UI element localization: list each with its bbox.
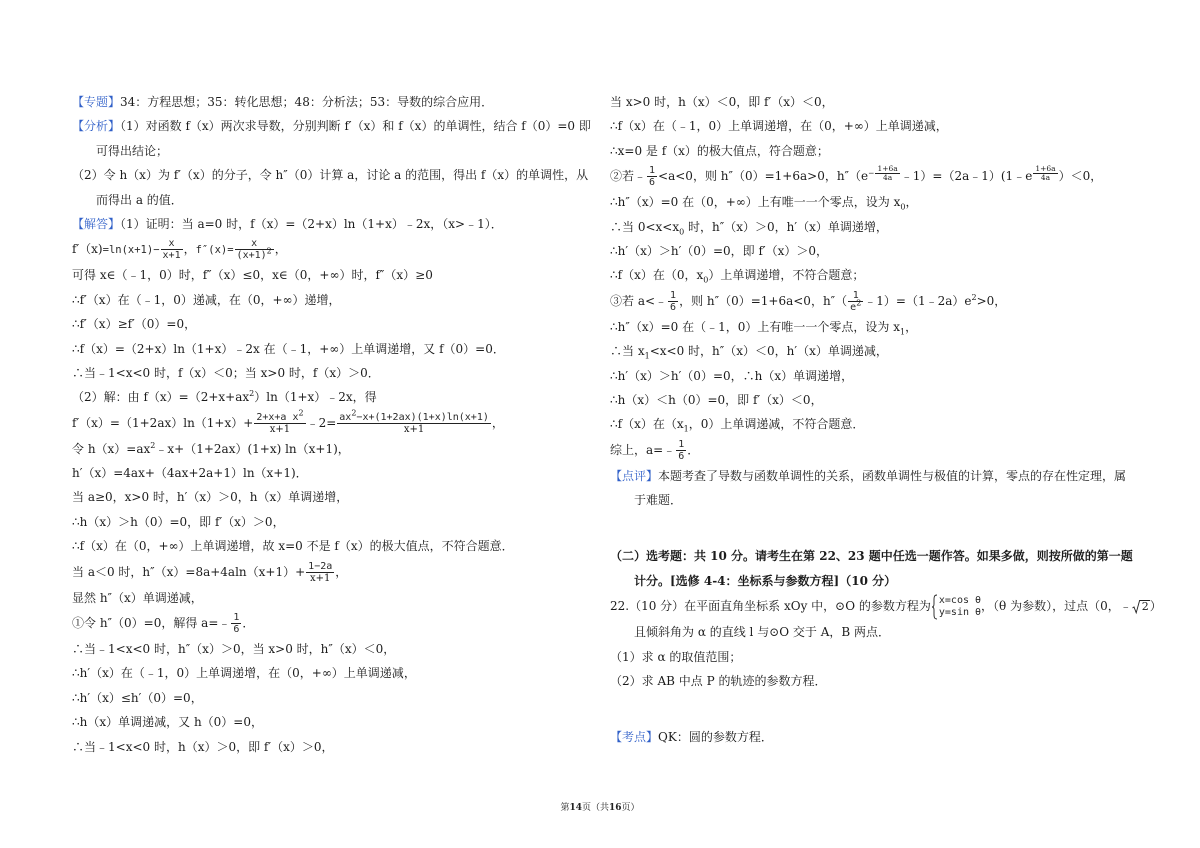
text-run: >0，	[976, 293, 1007, 308]
text-run: ∴当﹣1<x<0 时，f（x）＜0；当 x>0 时，f（x）＞0．	[72, 365, 380, 380]
cases-system	[931, 594, 981, 620]
text-run: ，	[491, 415, 504, 430]
text-run: f′（x)	[72, 242, 103, 257]
text-run: 可得 x∈（﹣1，0）时，f″（x）≤0，x∈（0，+∞）时，f″（x）≥0	[72, 268, 433, 283]
page-footer	[0, 800, 1200, 816]
text-run: ，（θ 为参数），过点（0，﹣	[981, 599, 1132, 614]
text-run: ∴h（x）＜h（0）=0，即 f′（x）＜0，	[610, 392, 823, 407]
math-run: (x+1)	[236, 250, 267, 262]
fraction-numerator	[161, 238, 183, 250]
text-line	[610, 190, 1145, 214]
cases-row: y=sin θ	[938, 606, 982, 618]
text-run: ，则 h″（0）=1+6a<0，h″（	[679, 293, 848, 308]
text-run: 令 h（x）=ax	[72, 441, 151, 456]
text-line	[610, 364, 1145, 388]
math-run: −x+(1+2ax)(1+x)ln(x+1)	[356, 411, 489, 423]
fraction-denominator	[875, 174, 899, 182]
right-column	[610, 90, 1162, 750]
fraction-denominator	[668, 302, 678, 313]
text-run: 4a	[882, 172, 893, 182]
text-run: ∴f（x）在（x	[610, 417, 684, 432]
text-run: （2）求 AB 中点 P 的轨迹的参数方程．	[610, 674, 827, 689]
text-line	[610, 488, 1145, 512]
blank-line	[610, 693, 1145, 725]
text-run: ③若 a<﹣	[610, 293, 668, 308]
fraction-denominator	[306, 573, 334, 584]
math-run: =ln(x+1)−	[102, 244, 160, 257]
text-run: ∴h（x）单调递减，又 h（0）=0，	[72, 715, 263, 730]
fraction-numerator	[668, 290, 678, 302]
text-run: ∴h″（x）=0 在（0，+∞）上有唯一一个零点，设为 x	[610, 195, 901, 210]
text-run: ）＜0，	[1058, 169, 1103, 184]
section-label: 【考点】	[610, 730, 659, 745]
math-run: 6	[233, 624, 240, 636]
fraction	[235, 238, 274, 261]
text-run: ，	[335, 564, 348, 579]
text-line	[72, 485, 607, 509]
text-line	[72, 735, 607, 759]
text-line	[610, 412, 1145, 436]
text-run: ）ln（1+x）﹣2x，得	[254, 390, 377, 405]
bold-run: （二）选考题：共 10 分。请考生在第 22、23 题中任选一题作答。如果多做，则按所做的第一题	[610, 549, 1133, 564]
math-run: 1	[649, 165, 656, 177]
text-run: ∴f′（x）≥f′（0）=0，	[72, 317, 197, 332]
text-run: ∴f（x）在（﹣1，0）上单调递增，在（0，+∞）上单调递减，	[610, 119, 948, 134]
text-line	[72, 586, 607, 610]
fraction	[337, 408, 491, 435]
math-run: 6	[678, 450, 685, 462]
superscript: 2	[150, 440, 156, 450]
text-line	[72, 559, 607, 586]
superscript: 2	[971, 292, 977, 302]
fraction	[1033, 165, 1057, 182]
text-run: ，	[183, 242, 196, 257]
text-line	[72, 510, 607, 534]
text-line	[610, 725, 1145, 749]
text-run: ∴h″（x）=0 在（﹣1，0）上有唯一一个零点，设为 x	[610, 319, 900, 334]
superscript-expression	[1032, 165, 1058, 182]
math-run: 1	[852, 289, 859, 301]
radical-sign-icon	[1132, 600, 1141, 614]
text-run: 于难题．	[634, 493, 683, 508]
math-run: 1−2a	[308, 560, 333, 572]
text-run: ∴h′（x）在（﹣1，0）上单调递增，在（0，+∞）上单调递减，	[72, 666, 416, 681]
fraction-numerator	[231, 612, 241, 624]
text-run: 当 a＜0 时，h″（x）=8a+4aln（x+1）+	[72, 564, 306, 579]
text-run: −	[868, 168, 875, 178]
text-line	[72, 188, 607, 212]
math-run: 1	[233, 612, 240, 624]
math-run: x	[168, 238, 175, 250]
superscript: 2	[856, 298, 862, 308]
text-run: （2）令 h（x）为 f′（x）的分子，令 h″（0）计算 a，讨论 a 的范围，得出 f（x）的单调性，从	[72, 168, 589, 183]
superscript-expression	[868, 165, 901, 182]
text-run: ∴当 0<x<x	[610, 219, 680, 234]
cases-row: x=cos θ	[938, 594, 982, 606]
text-line	[610, 464, 1145, 488]
text-run: ）上单调递增，不符合题意；	[708, 268, 865, 283]
left-brace-icon	[931, 594, 938, 620]
math-run: ax	[339, 411, 352, 423]
text-run: 当 x>0 时，h（x）＜0，即 f′（x）＜0，	[610, 95, 834, 109]
text-line	[610, 339, 1145, 363]
fraction-denominator	[254, 424, 305, 435]
subscript: 0	[703, 275, 709, 285]
text-line	[72, 637, 607, 661]
text-run: 当 a≥0，x>0 时，h′（x）＞0，h（x）单调递增，	[72, 490, 349, 505]
text-line	[72, 236, 607, 263]
text-run: h′（x）=4ax+（4ax+2a+1）ln（x+1)．	[72, 466, 308, 481]
text-run: ∴当﹣1<x<0 时，h（x）＞0，即 f′（x）＞0，	[72, 739, 334, 754]
text-run: ，0）上单调递减，不符合题意．	[688, 417, 865, 432]
text-run: 第	[560, 803, 570, 813]
text-line	[610, 388, 1145, 412]
text-line	[72, 385, 607, 409]
text-run: 显然 h″（x）单调递减，	[72, 590, 203, 605]
text-run: ∴f（x）在（0，x	[610, 268, 704, 283]
text-line	[72, 534, 607, 558]
text-run: （1）证明：当 a=0 时，f（x）=（2+x）ln（1+x）﹣2x，（x>﹣1）．	[120, 216, 503, 231]
text-run: x+1	[310, 572, 331, 584]
text-line	[72, 686, 607, 710]
text-run: 1+6a	[1035, 163, 1056, 173]
text-run: 且倾斜角为 α 的直线 l 与⊙O 交于 A，B 两点．	[634, 625, 891, 640]
text-line	[610, 114, 1145, 138]
text-run: 4a	[1040, 172, 1051, 182]
fraction	[875, 165, 899, 182]
text-line	[72, 212, 607, 236]
text-line	[72, 163, 607, 187]
text-run: 34：方程思想；35：转化思想；48：分析法；53：导数的综合应用．	[120, 95, 494, 109]
fraction	[668, 290, 678, 313]
text-line	[610, 315, 1145, 339]
text-run: <a<0，则 h″（0）=1+6a>0，h″（e	[658, 169, 869, 184]
text-run: 页（共	[581, 803, 609, 813]
text-run: ∴f（x）=（2+x）ln（1+x）﹣2x 在（﹣1，+∞）上单调递增，又 f（0）=0．	[72, 341, 505, 356]
subscript: 1	[644, 351, 650, 361]
text-run: QK：圆的参数方程．	[658, 730, 773, 745]
fraction-numerator	[254, 408, 305, 424]
text-line	[72, 610, 607, 637]
fraction	[306, 561, 334, 584]
blank-line	[610, 512, 1145, 544]
text-run: ）	[1149, 599, 1162, 614]
text-run: 而得出 a 的值．	[96, 192, 183, 207]
text-run: 本题考查了导数与函数单调性的关系，函数单调性与极值的计算，零点的存在性定理，属	[658, 468, 1127, 483]
cases-rows	[939, 595, 981, 619]
text-run: x+1	[403, 423, 425, 435]
text-line	[610, 593, 1162, 620]
section-label: 【点评】	[610, 468, 659, 483]
text-run: ﹣x+（1+2ax）(1+x) ln（x+1)，	[155, 441, 350, 456]
text-run: x+1	[269, 423, 291, 435]
fraction-denominator	[848, 298, 863, 313]
bold-run: 14	[569, 803, 582, 813]
fraction-denominator	[337, 424, 491, 435]
superscript: 2	[249, 389, 255, 399]
superscript: 2	[266, 247, 272, 257]
text-run: <x<0 时，h″（x）＜0，h′（x）单调递减，	[649, 344, 888, 359]
text-run: ，	[905, 195, 918, 210]
text-line	[72, 410, 607, 437]
text-run: ∴f′（x）在（﹣1，0）递减，在（0，+∞）递增，	[72, 292, 341, 307]
text-run: ﹣2=	[306, 415, 337, 430]
superscript: 2	[351, 408, 357, 418]
text-line	[610, 139, 1145, 163]
text-line	[610, 569, 1145, 593]
subscript: 1	[899, 327, 906, 337]
fraction-denominator	[235, 247, 274, 262]
fraction	[161, 238, 183, 261]
text-run: ∴当﹣1<x<0 时，h″（x）＞0，当 x>0 时，h″（x）＜0，	[72, 642, 396, 657]
superscript: 2	[298, 408, 304, 418]
square-root	[1132, 600, 1150, 614]
fraction-numerator	[647, 165, 657, 177]
text-run: ，	[274, 242, 287, 257]
subscript: 0	[679, 226, 685, 236]
text-line	[610, 437, 1145, 464]
math-run: 2+x+a x	[256, 411, 299, 423]
section-label: 【解答】	[72, 216, 121, 231]
fraction-denominator	[1033, 174, 1057, 182]
text-run: ．	[687, 442, 700, 457]
fraction-denominator	[161, 250, 183, 261]
text-run: （1）对函数 f（x）两次求导数，分别判断 f′（x）和 f（x）的单调性，结合 f（0）=0 即	[120, 119, 591, 134]
text-line	[610, 215, 1145, 239]
text-run: ∴h（x）＞h（0）=0，即 f′（x）＞0，	[72, 514, 285, 529]
fraction-denominator	[676, 451, 686, 462]
text-run: 可得出结论；	[96, 143, 169, 158]
text-line	[610, 645, 1145, 669]
text-run: 22.（10 分）在平面直角坐标系 xOy 中，⊙O 的参数方程为	[610, 599, 931, 614]
radicand: 2	[1141, 599, 1149, 613]
fraction-numerator	[337, 408, 491, 424]
section-label: 【分析】	[72, 119, 121, 134]
math-run: x	[251, 238, 258, 250]
text-run: ，	[905, 319, 918, 334]
math-run: x+1	[162, 250, 181, 262]
text-run: （1）求 α 的取值范围；	[610, 649, 742, 664]
math-run: 1	[678, 438, 685, 450]
fraction-numerator	[676, 439, 686, 451]
text-run: 综上，a=﹣	[610, 442, 676, 457]
fraction	[848, 290, 863, 313]
text-run: ∴h′（x）＞h′（0）=0，∴h（x）单调递增，	[610, 368, 854, 383]
math-run: 6	[649, 177, 656, 189]
fraction	[647, 165, 657, 188]
text-line	[72, 661, 607, 685]
fraction-denominator	[231, 624, 241, 635]
text-run: （2）解：由 f（x）=（2+x+ax	[72, 390, 250, 405]
text-line	[72, 139, 607, 163]
text-line	[610, 288, 1145, 315]
text-run: ﹣1）=（2a﹣1）(1﹣e	[900, 169, 1033, 184]
text-line	[72, 263, 607, 287]
section-label: 【专题】	[72, 95, 121, 109]
text-line	[72, 461, 607, 485]
text-run: ∴当 x	[610, 344, 645, 359]
bold-run: 计分。[选修 4-4：坐标系与参数方程]（10 分）	[634, 573, 897, 588]
text-line	[610, 544, 1145, 568]
text-run: ﹣1）=（1﹣2a）e	[864, 293, 972, 308]
text-run: ∴h′（x）＞h′（0）=0，即 f′（x）＞0，	[610, 243, 829, 258]
text-line	[72, 114, 607, 138]
text-run: ∴f（x）在（0，+∞）上单调递增，故 x=0 不是 f（x）的极大值点，不符合题意．	[72, 539, 514, 554]
text-run: 页）	[621, 803, 640, 813]
text-line	[610, 620, 1145, 644]
text-line	[610, 263, 1145, 287]
text-line	[610, 239, 1145, 263]
text-run: ∴x=0 是 f（x）的极大值点，符合题意；	[610, 143, 829, 158]
math-run: 6	[670, 301, 677, 313]
text-line	[72, 437, 607, 461]
fraction	[231, 612, 241, 635]
text-run: f′（x）=（1+2ax）ln（1+x）+	[72, 415, 254, 430]
subscript: 0	[900, 202, 906, 212]
text-line	[72, 90, 607, 114]
text-line	[610, 669, 1145, 693]
fraction	[676, 439, 686, 462]
left-column	[72, 90, 607, 759]
text-line	[72, 288, 607, 312]
fraction-numerator	[306, 561, 334, 573]
fraction-denominator	[647, 177, 657, 188]
text-run: ∴h′（x）≤h′（0）=0，	[72, 690, 203, 705]
text-line	[72, 337, 607, 361]
text-line	[72, 312, 607, 336]
fraction	[254, 408, 305, 435]
text-line	[610, 163, 1145, 190]
subscript: 1	[683, 424, 689, 434]
bold-run: 16	[609, 803, 622, 813]
text-run: 时，h″（x）＞0，h′（x）单调递增，	[684, 219, 888, 234]
text-line	[72, 710, 607, 734]
text-line	[610, 90, 1145, 114]
text-line	[72, 361, 607, 385]
text-run: ②若﹣	[610, 169, 647, 184]
math-run: f″(x)=	[195, 244, 234, 257]
text-run: ①令 h″（0）=0，解得 a=﹣	[72, 616, 231, 631]
math-run: 1	[670, 289, 677, 301]
text-run: 1+6a	[877, 163, 898, 173]
math-run: e	[850, 301, 857, 313]
text-run: ．	[242, 616, 255, 631]
